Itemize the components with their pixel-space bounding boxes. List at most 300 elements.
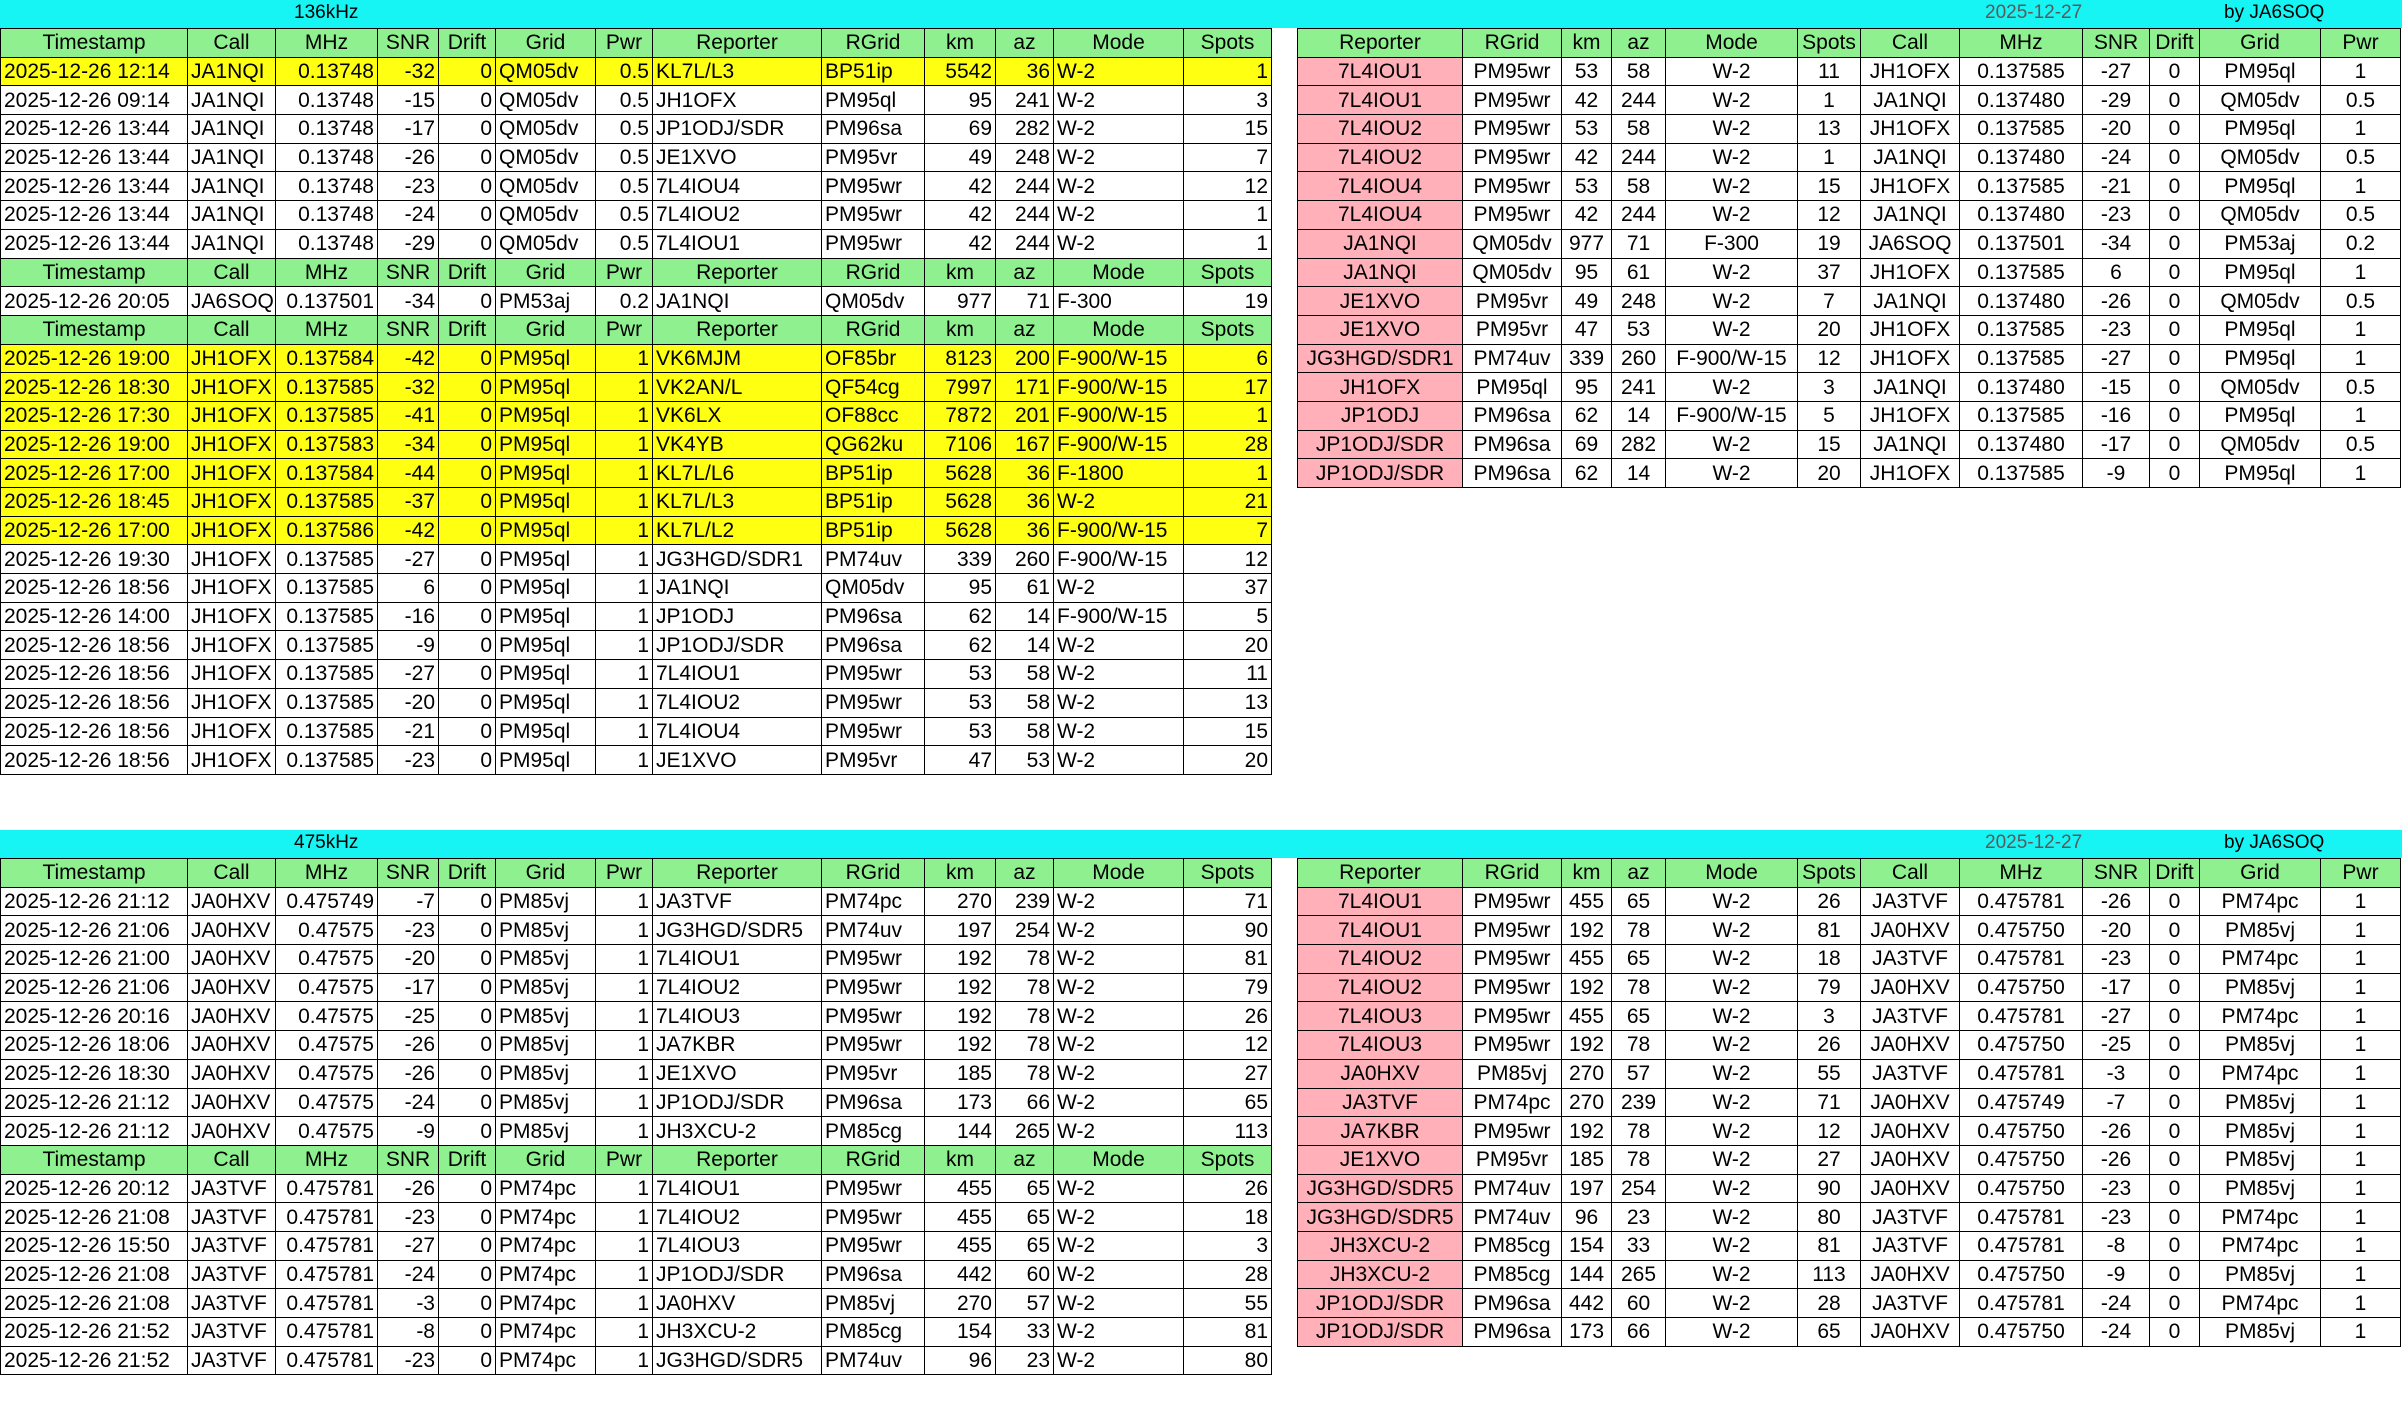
cell-mhz: 0.13748 [276, 115, 378, 144]
cell-grid: QM05dv [2200, 201, 2321, 230]
reporter-row [1298, 430, 2401, 459]
cell-km: 53 [925, 688, 996, 717]
cell-reporter: JA1NQI [1298, 258, 1463, 287]
column-header-spots: Spots [1798, 29, 1861, 58]
cell-drift: 0 [2150, 916, 2200, 945]
cell-km: 185 [1562, 1145, 1612, 1174]
cell-call: JA0HXV [188, 1031, 276, 1060]
cell-spots: 113 [1184, 1117, 1272, 1146]
cell-call: JH1OFX [1861, 172, 1960, 201]
cell-pwr: 1 [2321, 115, 2401, 144]
cell-mhz: 0.47575 [276, 1031, 378, 1060]
cell-rgrid: PM95vr [822, 1059, 925, 1088]
cell-grid: PM95ql [496, 488, 596, 517]
cell-call: JA0HXV [1861, 1117, 1960, 1146]
cell-drift: 0 [2150, 1088, 2200, 1117]
cell-snr: -26 [2083, 1145, 2150, 1174]
column-header-pwr: Pwr [596, 258, 653, 287]
cell-timestamp: 2025-12-26 13:44 [1, 229, 188, 258]
reporter-row [1298, 887, 2401, 916]
cell-pwr: 1 [2321, 344, 2401, 373]
cell-spots: 113 [1798, 1260, 1861, 1289]
cell-rgrid: QM05dv [1463, 229, 1562, 258]
cell-spots: 18 [1798, 945, 1861, 974]
cell-reporter: JG3HGD/SDR5 [653, 916, 822, 945]
cell-spots: 5 [1798, 401, 1861, 430]
cell-az: 65 [996, 1203, 1054, 1232]
cell-drift: 0 [2150, 373, 2200, 402]
spot-row [1, 887, 1272, 916]
cell-call: JH1OFX [188, 574, 276, 603]
cell-call: JA0HXV [188, 1059, 276, 1088]
cell-reporter: 7L4IOU4 [653, 172, 822, 201]
column-header-mode: Mode [1054, 315, 1184, 344]
cell-grid: PM85vj [496, 1059, 596, 1088]
cell-km: 95 [925, 574, 996, 603]
cell-drift: 0 [439, 516, 496, 545]
cell-snr: -23 [378, 916, 439, 945]
cell-rgrid: QM05dv [1463, 258, 1562, 287]
cell-snr: -9 [378, 1117, 439, 1146]
cell-km: 62 [925, 631, 996, 660]
cell-timestamp: 2025-12-26 15:50 [1, 1231, 188, 1260]
spot-row [1, 1031, 1272, 1060]
cell-snr: -17 [378, 115, 439, 144]
cell-spots: 80 [1184, 1346, 1272, 1375]
column-header-km: km [925, 859, 996, 888]
cell-drift: 0 [439, 717, 496, 746]
reporter-row [1298, 1289, 2401, 1318]
cell-pwr: 0.5 [2321, 287, 2401, 316]
cell-snr: -42 [378, 516, 439, 545]
column-header-reporter: Reporter [653, 859, 822, 888]
cell-spots: 71 [1184, 887, 1272, 916]
cell-az: 78 [996, 1031, 1054, 1060]
reporter-row [1298, 201, 2401, 230]
cell-grid: PM95ql [496, 660, 596, 689]
cell-km: 455 [925, 1203, 996, 1232]
band-date: 2025-12-27 [1985, 2, 2083, 23]
column-header-reporter: Reporter [653, 315, 822, 344]
cell-drift: 0 [439, 401, 496, 430]
cell-spots: 11 [1798, 57, 1861, 86]
cell-mhz: 0.137501 [1960, 229, 2083, 258]
cell-snr: -23 [2083, 1174, 2150, 1203]
cell-reporter: JP1ODJ/SDR [653, 1088, 822, 1117]
cell-timestamp: 2025-12-26 18:56 [1, 688, 188, 717]
cell-spots: 12 [1798, 201, 1861, 230]
cell-grid: PM95ql [496, 401, 596, 430]
cell-snr: -8 [2083, 1231, 2150, 1260]
cell-snr: -26 [378, 143, 439, 172]
cell-snr: -42 [378, 344, 439, 373]
column-header-timestamp: Timestamp [1, 315, 188, 344]
column-header-az: az [996, 1145, 1054, 1174]
cell-km: 339 [925, 545, 996, 574]
cell-timestamp: 2025-12-26 17:30 [1, 401, 188, 430]
column-header-reporter: Reporter [653, 258, 822, 287]
column-header-rgrid: RGrid [822, 315, 925, 344]
column-header-drift: Drift [439, 1145, 496, 1174]
spot-row [1, 1203, 1272, 1232]
cell-grid: PM74pc [2200, 1289, 2321, 1318]
cell-reporter: JA7KBR [1298, 1117, 1463, 1146]
cell-call: JH1OFX [188, 660, 276, 689]
cell-reporter: JA3TVF [1298, 1088, 1463, 1117]
column-header-reporter: Reporter [653, 1145, 822, 1174]
reporter-row [1298, 143, 2401, 172]
cell-az: 167 [996, 430, 1054, 459]
cell-pwr: 1 [2321, 1145, 2401, 1174]
cell-mhz: 0.137480 [1960, 430, 2083, 459]
cell-mhz: 0.475781 [1960, 1203, 2083, 1232]
cell-km: 154 [1562, 1231, 1612, 1260]
cell-rgrid: PM95vr [1463, 1145, 1562, 1174]
cell-reporter: JA1NQI [653, 574, 822, 603]
reporter-row [1298, 1318, 2401, 1347]
column-header-drift: Drift [439, 859, 496, 888]
cell-rgrid: PM95ql [822, 86, 925, 115]
cell-mhz: 0.475781 [1960, 887, 2083, 916]
column-header-drift: Drift [439, 29, 496, 58]
cell-pwr: 1 [2321, 1059, 2401, 1088]
cell-reporter: JH3XCU-2 [653, 1318, 822, 1347]
column-header-grid: Grid [2200, 859, 2321, 888]
cell-snr: -23 [2083, 1203, 2150, 1232]
cell-drift: 0 [439, 1174, 496, 1203]
column-header-spots: Spots [1184, 1145, 1272, 1174]
spot-row [1, 688, 1272, 717]
cell-timestamp: 2025-12-26 21:12 [1, 1117, 188, 1146]
cell-rgrid: PM96sa [822, 115, 925, 144]
cell-mode: W-2 [1054, 717, 1184, 746]
cell-mode: W-2 [1054, 1260, 1184, 1289]
cell-mhz: 0.137480 [1960, 201, 2083, 230]
cell-mode: W-2 [1666, 287, 1798, 316]
cell-reporter: JH1OFX [1298, 373, 1463, 402]
cell-snr: -15 [378, 86, 439, 115]
cell-km: 42 [1562, 86, 1612, 115]
cell-pwr: 1 [596, 545, 653, 574]
cell-drift: 0 [439, 373, 496, 402]
cell-rgrid: OF85br [822, 344, 925, 373]
column-header-km: km [1562, 29, 1612, 58]
header-row [1, 1145, 1272, 1174]
cell-az: 239 [1612, 1088, 1666, 1117]
cell-rgrid: PM85cg [822, 1117, 925, 1146]
cell-mode: F-900/W-15 [1054, 602, 1184, 631]
cell-call: JA0HXV [1861, 1031, 1960, 1060]
reporter-row [1298, 945, 2401, 974]
cell-grid: PM95ql [2200, 401, 2321, 430]
column-header-mode: Mode [1054, 258, 1184, 287]
cell-pwr: 1 [596, 488, 653, 517]
column-header-mhz: MHz [276, 315, 378, 344]
cell-pwr: 1 [596, 631, 653, 660]
cell-pwr: 1 [2321, 1002, 2401, 1031]
cell-pwr: 1 [596, 945, 653, 974]
cell-snr: -17 [2083, 430, 2150, 459]
cell-timestamp: 2025-12-26 09:14 [1, 86, 188, 115]
cell-grid: PM74pc [2200, 887, 2321, 916]
cell-az: 282 [1612, 430, 1666, 459]
cell-mhz: 0.137480 [1960, 373, 2083, 402]
cell-reporter: JH1OFX [653, 86, 822, 115]
cell-rgrid: PM85cg [1463, 1260, 1562, 1289]
cell-pwr: 1 [596, 1203, 653, 1232]
cell-spots: 81 [1184, 945, 1272, 974]
cell-az: 248 [1612, 287, 1666, 316]
cell-drift: 0 [2150, 1117, 2200, 1146]
column-header-mode: Mode [1054, 29, 1184, 58]
cell-spots: 11 [1184, 660, 1272, 689]
column-header-az: az [996, 315, 1054, 344]
cell-az: 33 [996, 1318, 1054, 1347]
cell-grid: PM74pc [2200, 1231, 2321, 1260]
cell-grid: PM74pc [2200, 1059, 2321, 1088]
cell-mode: W-2 [1054, 688, 1184, 717]
cell-km: 192 [925, 1002, 996, 1031]
band-credit: by JA6SOQ [2224, 2, 2325, 23]
cell-az: 66 [996, 1088, 1054, 1117]
cell-grid: PM95ql [496, 717, 596, 746]
cell-call: JA3TVF [1861, 1203, 1960, 1232]
cell-km: 69 [1562, 430, 1612, 459]
cell-az: 171 [996, 373, 1054, 402]
cell-rgrid: PM96sa [1463, 1289, 1562, 1318]
cell-spots: 15 [1798, 172, 1861, 201]
header-row [1, 258, 1272, 287]
cell-az: 66 [1612, 1318, 1666, 1347]
cell-reporter: 7L4IOU3 [653, 1231, 822, 1260]
cell-mode: W-2 [1054, 574, 1184, 603]
cell-timestamp: 2025-12-26 21:52 [1, 1318, 188, 1347]
band-label: 475kHz [294, 832, 359, 853]
cell-km: 47 [925, 746, 996, 775]
highlighted-spot-row [1, 488, 1272, 517]
cell-km: 270 [1562, 1088, 1612, 1117]
cell-mhz: 0.475749 [276, 887, 378, 916]
cell-snr: -24 [378, 201, 439, 230]
cell-km: 192 [925, 973, 996, 1002]
cell-pwr: 0.5 [2321, 430, 2401, 459]
cell-reporter: JA1NQI [653, 287, 822, 316]
cell-km: 49 [925, 143, 996, 172]
column-header-call: Call [188, 258, 276, 287]
reporter-row [1298, 1145, 2401, 1174]
cell-mode: W-2 [1666, 258, 1798, 287]
cell-call: JA3TVF [188, 1203, 276, 1232]
cell-rgrid: PM96sa [822, 602, 925, 631]
cell-km: 144 [1562, 1260, 1612, 1289]
cell-drift: 0 [439, 57, 496, 86]
cell-grid: PM95ql [2200, 344, 2321, 373]
cell-call: JH1OFX [188, 688, 276, 717]
cell-grid: PM85vj [496, 945, 596, 974]
cell-drift: 0 [439, 229, 496, 258]
reporter-row [1298, 172, 2401, 201]
cell-snr: -9 [378, 631, 439, 660]
cell-rgrid: PM74uv [822, 916, 925, 945]
cell-call: JA3TVF [188, 1318, 276, 1347]
cell-az: 244 [1612, 201, 1666, 230]
cell-az: 33 [1612, 1231, 1666, 1260]
cell-grid: PM74pc [496, 1174, 596, 1203]
column-header-reporter: Reporter [1298, 859, 1463, 888]
cell-mode: W-2 [1666, 57, 1798, 86]
cell-timestamp: 2025-12-26 21:52 [1, 1346, 188, 1375]
cell-spots: 15 [1184, 717, 1272, 746]
cell-grid: PM85vj [2200, 973, 2321, 1002]
cell-grid: QM05dv [2200, 430, 2321, 459]
cell-mhz: 0.137585 [276, 631, 378, 660]
cell-grid: PM95ql [2200, 172, 2321, 201]
cell-mode: W-2 [1054, 631, 1184, 660]
cell-call: JA0HXV [188, 1002, 276, 1031]
cell-drift: 0 [2150, 344, 2200, 373]
cell-pwr: 0.5 [596, 86, 653, 115]
cell-drift: 0 [2150, 1174, 2200, 1203]
cell-grid: PM74pc [496, 1289, 596, 1318]
cell-mode: W-2 [1054, 201, 1184, 230]
cell-az: 78 [1612, 973, 1666, 1002]
cell-drift: 0 [439, 1289, 496, 1318]
cell-drift: 0 [439, 201, 496, 230]
cell-rgrid: PM95wr [1463, 201, 1562, 230]
cell-az: 260 [996, 545, 1054, 574]
cell-call: JA1NQI [188, 172, 276, 201]
cell-drift: 0 [439, 86, 496, 115]
cell-mhz: 0.475750 [1960, 1318, 2083, 1347]
cell-pwr: 1 [596, 516, 653, 545]
cell-mode: W-2 [1666, 1059, 1798, 1088]
cell-spots: 55 [1798, 1059, 1861, 1088]
cell-call: JA0HXV [1861, 1174, 1960, 1203]
cell-mhz: 0.475750 [1960, 916, 2083, 945]
cell-snr: -17 [2083, 973, 2150, 1002]
column-header-spots: Spots [1184, 29, 1272, 58]
cell-pwr: 1 [596, 401, 653, 430]
cell-drift: 0 [439, 545, 496, 574]
cell-reporter: VK6LX [653, 401, 822, 430]
cell-spots: 12 [1184, 1031, 1272, 1060]
cell-snr: -26 [378, 1174, 439, 1203]
cell-reporter: 7L4IOU2 [1298, 973, 1463, 1002]
cell-km: 5628 [925, 516, 996, 545]
cell-timestamp: 2025-12-26 21:12 [1, 887, 188, 916]
cell-km: 339 [1562, 344, 1612, 373]
cell-pwr: 1 [2321, 57, 2401, 86]
column-header-pwr: Pwr [596, 29, 653, 58]
cell-reporter: JG3HGD/SDR5 [1298, 1174, 1463, 1203]
cell-az: 65 [996, 1231, 1054, 1260]
column-header-call: Call [188, 315, 276, 344]
cell-reporter: JP1ODJ/SDR [1298, 459, 1463, 488]
cell-az: 58 [1612, 57, 1666, 86]
reporter-row [1298, 1117, 2401, 1146]
cell-call: JH1OFX [188, 631, 276, 660]
reporter-table-475khz [1297, 858, 2401, 1347]
cell-timestamp: 2025-12-26 19:00 [1, 430, 188, 459]
cell-spots: 37 [1798, 258, 1861, 287]
reporter-row [1298, 1203, 2401, 1232]
cell-spots: 80 [1798, 1203, 1861, 1232]
cell-drift: 0 [439, 746, 496, 775]
reporter-row [1298, 115, 2401, 144]
cell-mhz: 0.13748 [276, 86, 378, 115]
column-header-grid: Grid [496, 1145, 596, 1174]
cell-mode: W-2 [1666, 1145, 1798, 1174]
cell-rgrid: PM95wr [1463, 1031, 1562, 1060]
cell-grid: PM95ql [496, 373, 596, 402]
cell-spots: 79 [1184, 973, 1272, 1002]
cell-az: 58 [1612, 115, 1666, 144]
cell-az: 78 [1612, 916, 1666, 945]
cell-spots: 55 [1184, 1289, 1272, 1318]
spot-row [1, 1231, 1272, 1260]
column-header-grid: Grid [496, 315, 596, 344]
column-header-snr: SNR [378, 1145, 439, 1174]
cell-mode: F-900/W-15 [1666, 401, 1798, 430]
cell-rgrid: PM95wr [1463, 916, 1562, 945]
cell-drift: 0 [439, 887, 496, 916]
cell-rgrid: PM85cg [822, 1318, 925, 1347]
cell-spots: 79 [1798, 973, 1861, 1002]
reporter-row [1298, 86, 2401, 115]
cell-pwr: 1 [2321, 172, 2401, 201]
cell-mode: W-2 [1666, 143, 1798, 172]
cell-mode: W-2 [1666, 1174, 1798, 1203]
column-header-snr: SNR [2083, 859, 2150, 888]
cell-call: JH1OFX [1861, 401, 1960, 430]
cell-pwr: 1 [596, 1346, 653, 1375]
cell-grid: QM05dv [496, 86, 596, 115]
highlighted-spot-row [1, 516, 1272, 545]
cell-pwr: 0.5 [2321, 143, 2401, 172]
cell-az: 65 [1612, 1002, 1666, 1031]
cell-az: 14 [1612, 459, 1666, 488]
cell-mode: W-2 [1054, 1346, 1184, 1375]
reporter-row [1298, 1059, 2401, 1088]
cell-mhz: 0.47575 [276, 1088, 378, 1117]
cell-mhz: 0.475781 [1960, 1231, 2083, 1260]
cell-az: 78 [1612, 1145, 1666, 1174]
cell-timestamp: 2025-12-26 13:44 [1, 143, 188, 172]
cell-mode: W-2 [1666, 1260, 1798, 1289]
cell-az: 65 [1612, 945, 1666, 974]
column-header-grid: Grid [496, 29, 596, 58]
cell-spots: 65 [1184, 1088, 1272, 1117]
cell-az: 78 [996, 1002, 1054, 1031]
cell-reporter: JH3XCU-2 [1298, 1231, 1463, 1260]
cell-km: 197 [925, 916, 996, 945]
cell-reporter: 7L4IOU1 [1298, 916, 1463, 945]
cell-drift: 0 [439, 574, 496, 603]
cell-grid: PM95ql [2200, 315, 2321, 344]
cell-rgrid: PM95wr [822, 973, 925, 1002]
spot-row [1, 287, 1272, 316]
cell-az: 58 [1612, 172, 1666, 201]
cell-rgrid: QM05dv [822, 574, 925, 603]
cell-reporter: KL7L/L3 [653, 488, 822, 517]
cell-reporter: 7L4IOU2 [653, 973, 822, 1002]
cell-call: JH1OFX [188, 746, 276, 775]
cell-drift: 0 [439, 172, 496, 201]
cell-call: JA3TVF [1861, 1059, 1960, 1088]
cell-km: 42 [925, 229, 996, 258]
cell-reporter: JP1ODJ/SDR [1298, 1289, 1463, 1318]
cell-grid: PM95ql [2200, 57, 2321, 86]
